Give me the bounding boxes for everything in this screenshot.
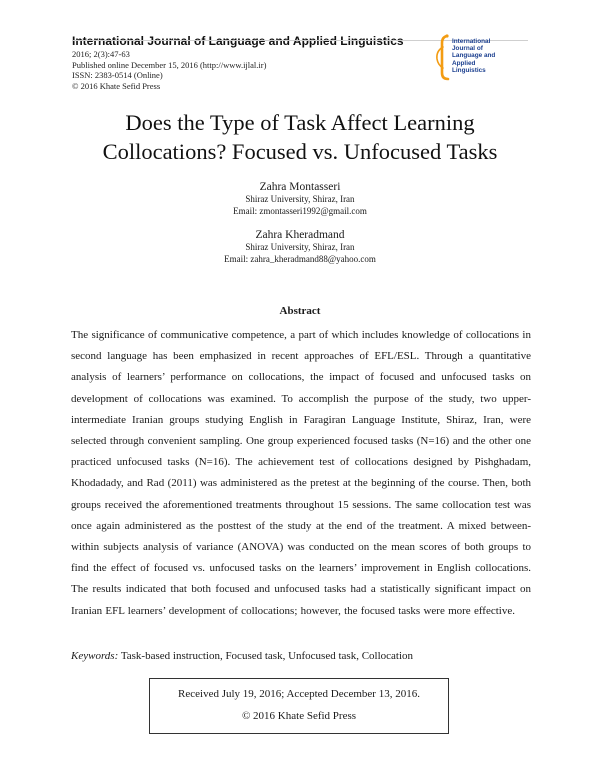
keywords [71, 649, 531, 663]
volume-line: 2016; 2(3):47-63 [72, 49, 130, 59]
author-email: Email: zmontasseri1992@gmail.com [233, 205, 367, 216]
box-copyright-line: © 2016 Khate Sefid Press [241, 710, 357, 722]
author-block [100, 228, 500, 265]
journal-name: International Journal of Language and Applied Linguistics [72, 34, 404, 48]
logo-line: Applied [452, 59, 476, 67]
received-accepted-line: Received July 19, 2016; Accepted December 13, 2016. [178, 688, 420, 700]
header-copyright-line: © 2016 Khate Sefid Press [72, 80, 161, 91]
keywords-text: Task-based instruction, Focused task, Unfocused task, Collocation [118, 650, 414, 662]
abstract-body: The significance of communicative competence, a part of which includes knowledge of collocations in second language has been emphasized in recent approaches of EFL/ESL. Through a quantitative analysis of learners’ performance on collocations, the impact of focused and unfocused tasks on development of collocations was examined. To accomplish the purpose of the study, two upper-intermediate Iranian groups studying English in Faragiran Language Institute, Shiraz, Iran, were selected through convenient sampling. One group experienced focused tasks (N=16) and the other one practiced unfocused tasks (N=16). The achievement test of collocations designed by Pishghadam, Khodadady, and Rad (2011) was administered as the pretest at the beginning of the course. Then, both groups received the aforementioned treatments throughout 15 sessions. The same collocation test was once again administered as the posttest of the study at the end of the treatment. A mixed between-within subjects analysis of variance (ANOVA) was conducted on the mean scores of both groups to find the effect of focused vs. unfocused tasks on the learners’ improvement in English collocations. The results indicated that both focused and unfocused tasks had a statistically significant impact on Iranian EFL learners’ development of collocations; however, the focused tasks were more effective. [71, 329, 531, 617]
logo-line: International [452, 38, 491, 45]
logo-line: Language and [452, 52, 496, 60]
dates-box [149, 678, 449, 734]
title-line-2: Collocations? Focused vs. Unfocused Tasks [102, 139, 498, 164]
logo-line: Journal of [452, 45, 483, 53]
journal-logo-text [452, 38, 532, 74]
author-affiliation: Shiraz University, Shiraz, Iran [245, 242, 355, 252]
abstract-heading: Abstract [279, 305, 321, 317]
keywords-label: Keywords: [71, 650, 119, 662]
author-name: Zahra Montasseri [259, 181, 341, 193]
article-title [60, 108, 540, 166]
title-line-1: Does the Type of Task Affect Learning [125, 110, 475, 135]
published-line: Published online December 15, 2016 (http://www.ijlal.ir) [72, 59, 267, 70]
logo-line: Linguistics [452, 66, 486, 74]
issn-line: ISSN: 2383-0514 (Online) [72, 70, 163, 80]
author-email: Email: zahra_kheradmand88@yahoo.com [224, 253, 376, 264]
author-affiliation: Shiraz University, Shiraz, Iran [245, 194, 355, 204]
author-block [100, 180, 500, 217]
author-name: Zahra Kheradmand [255, 229, 345, 241]
